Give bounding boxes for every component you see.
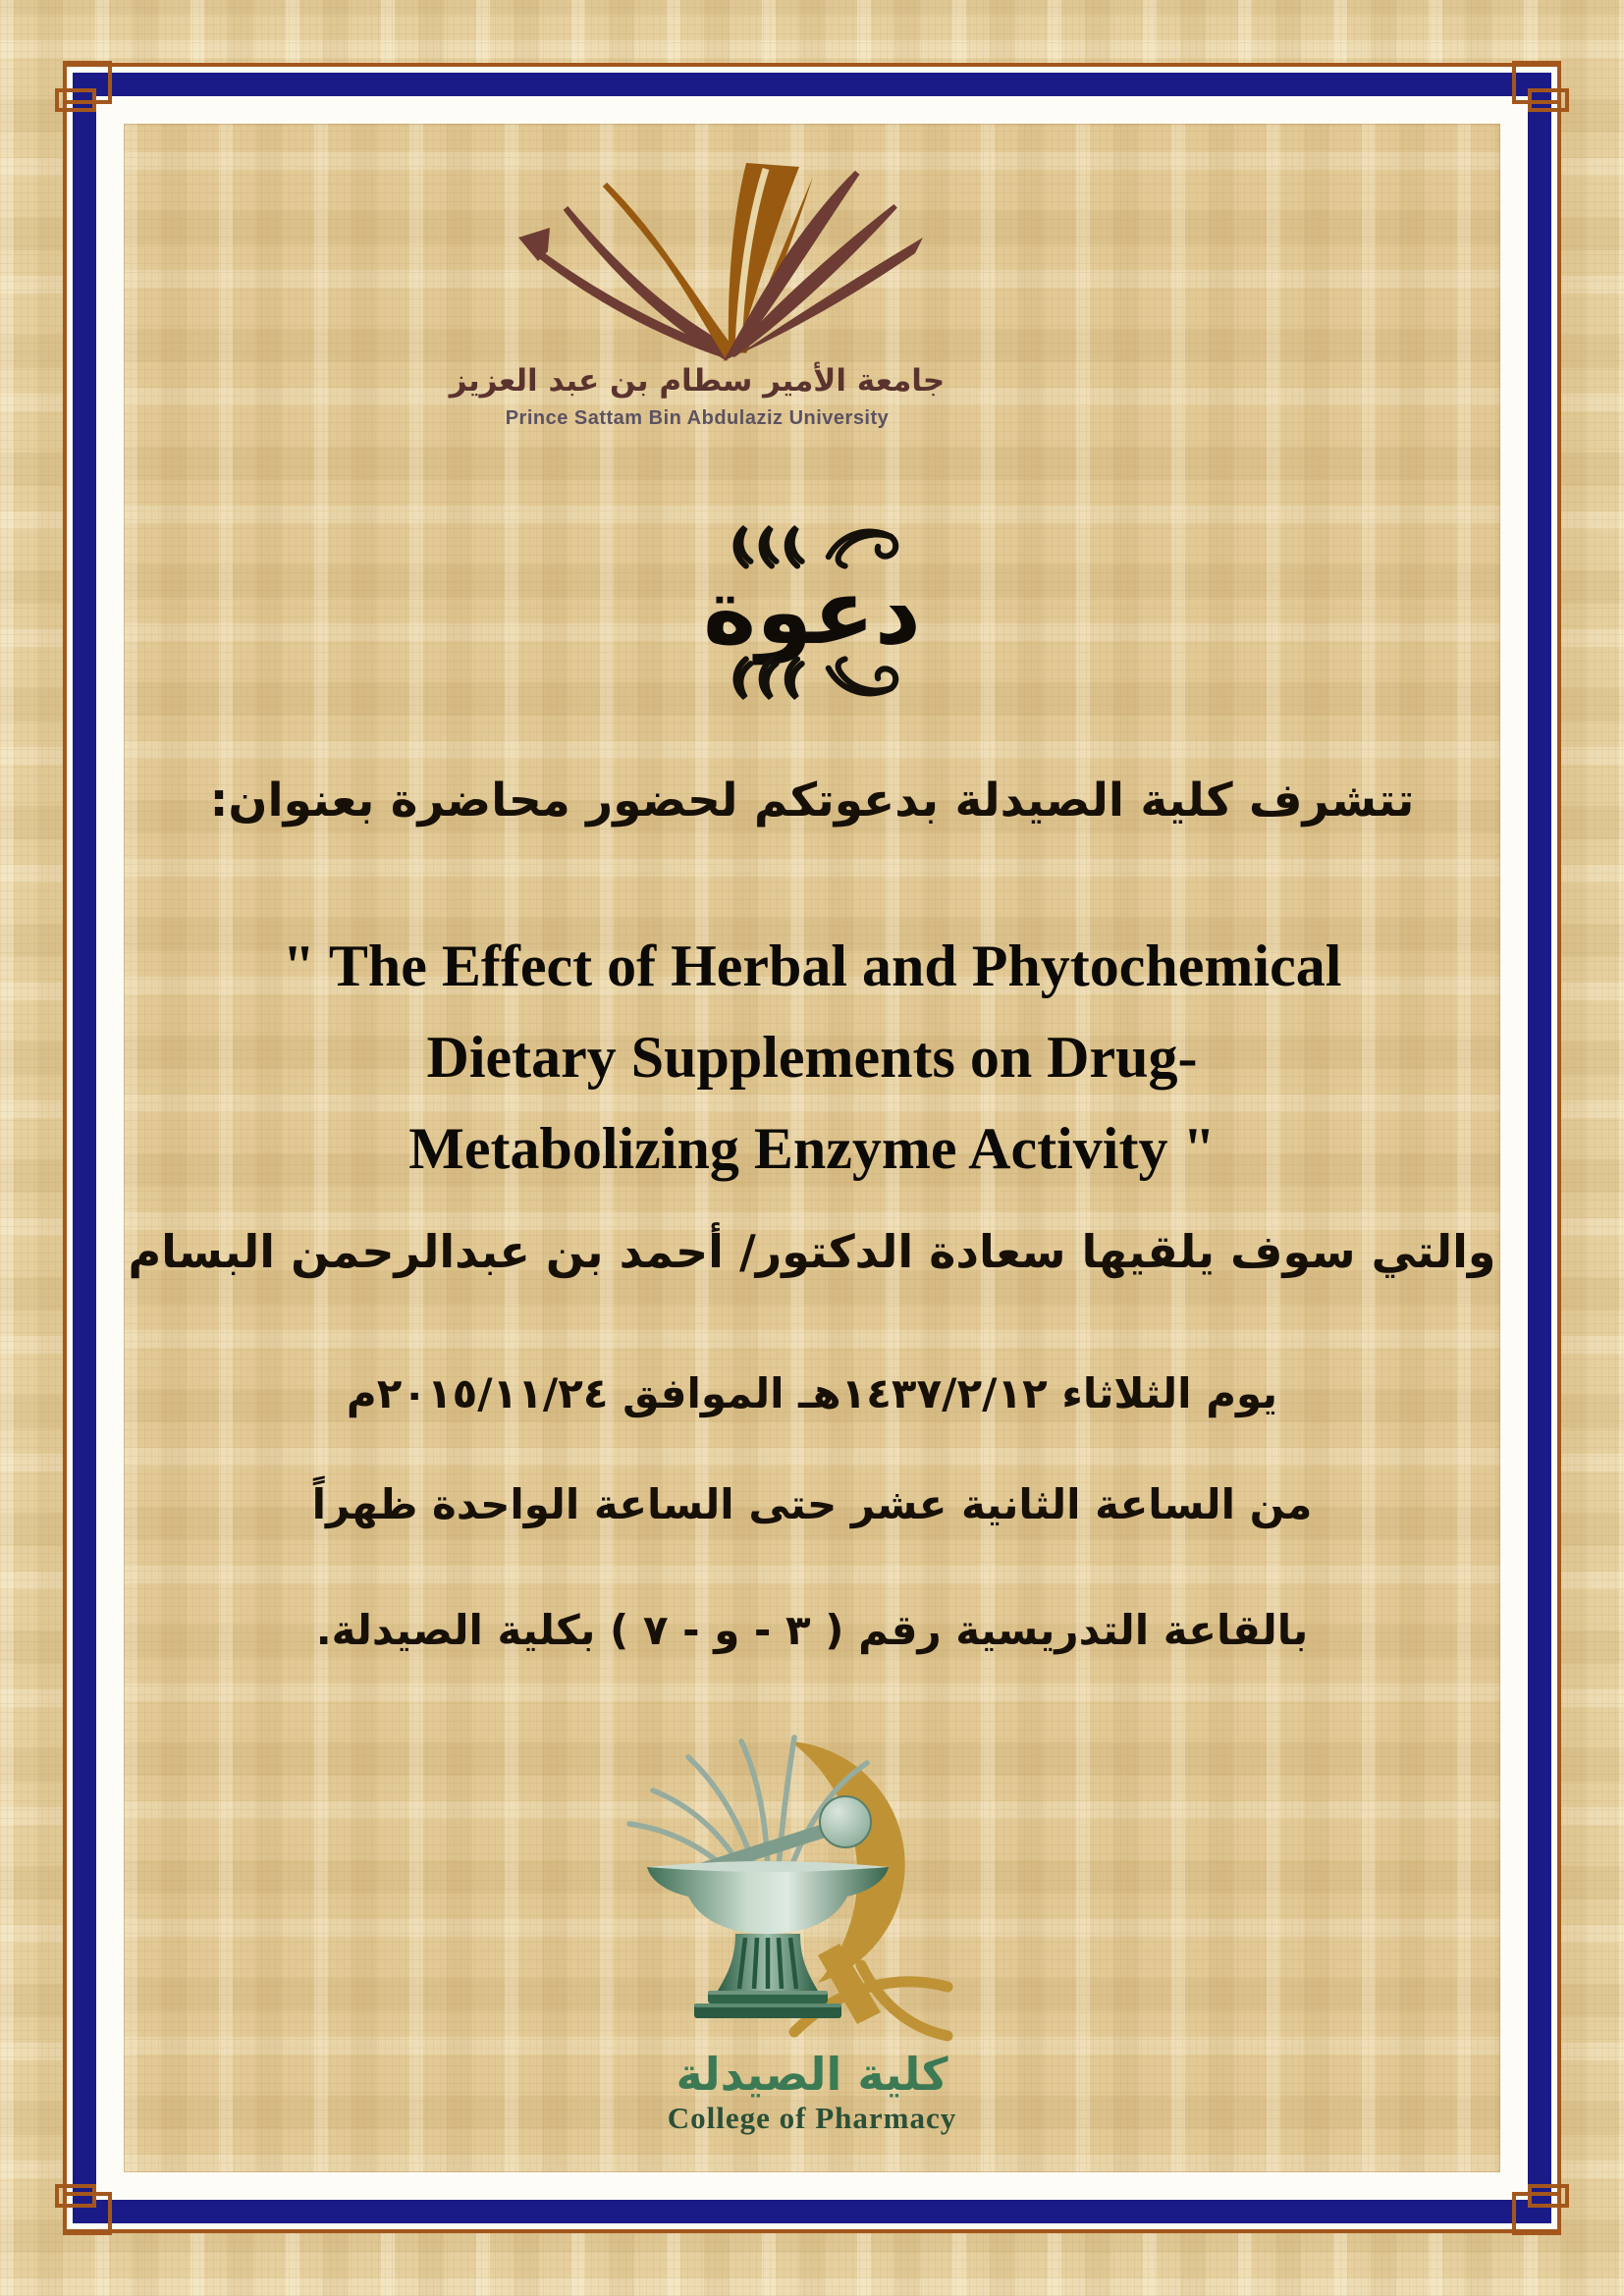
lecture-title-line-3: Metabolizing Enzyme Activity " (408, 1116, 1216, 1181)
speaker-line (0, 1225, 1624, 1278)
university-name-english: Prince Sattam Bin Abdulaziz University (505, 407, 890, 429)
time-line: من الساعة الثانية عشر حتى الساعة الواحدة ظهراً (311, 1480, 1313, 1528)
speaker-name: أحمد بن عبدالرحمن البسام (128, 1225, 724, 1278)
location-line: بالقاعة التدريسية رقم ( ٣ - و - ٧ ) بكلية الصيدلة. (315, 1606, 1309, 1654)
invitation-word: دعوة (702, 560, 922, 665)
college-name-english: College of Pharmacy (667, 2101, 957, 2135)
flourish-bottom-icon (714, 652, 910, 707)
invitation-calligraphy (0, 518, 1624, 707)
college-name-arabic: كلية الصيدلة (676, 2048, 948, 2101)
greeting-line: تتشرف كلية الصيدلة بدعوتكم لحضور محاضرة بعنوان: (209, 774, 1415, 828)
lecture-title-line-1: " The Effect of Herbal and Phytochemical (282, 934, 1342, 998)
university-name-arabic: جامعة الأمير سطام بن عبد العزيز (449, 363, 946, 399)
corner-knot-icon (61, 61, 114, 116)
corner-knot-icon (1510, 2180, 1563, 2235)
pharmacy-logo-icon (586, 1720, 1038, 2044)
corner-knot-icon (61, 2180, 114, 2235)
date-line: يوم الثلاثاء ١٤٣٧/٢/١٢هـ الموافق ٢٠١٥/١١/٢٤م (346, 1369, 1278, 1417)
lecture-title (0, 921, 1624, 1195)
university-logo-icon (518, 157, 970, 363)
lecture-title-line-2: Dietary Supplements on Drug- (426, 1025, 1198, 1090)
corner-knot-icon (1510, 61, 1563, 116)
speaker-prefix: والتي سوف يلقيها سعادة الدكتور/ (738, 1225, 1496, 1278)
